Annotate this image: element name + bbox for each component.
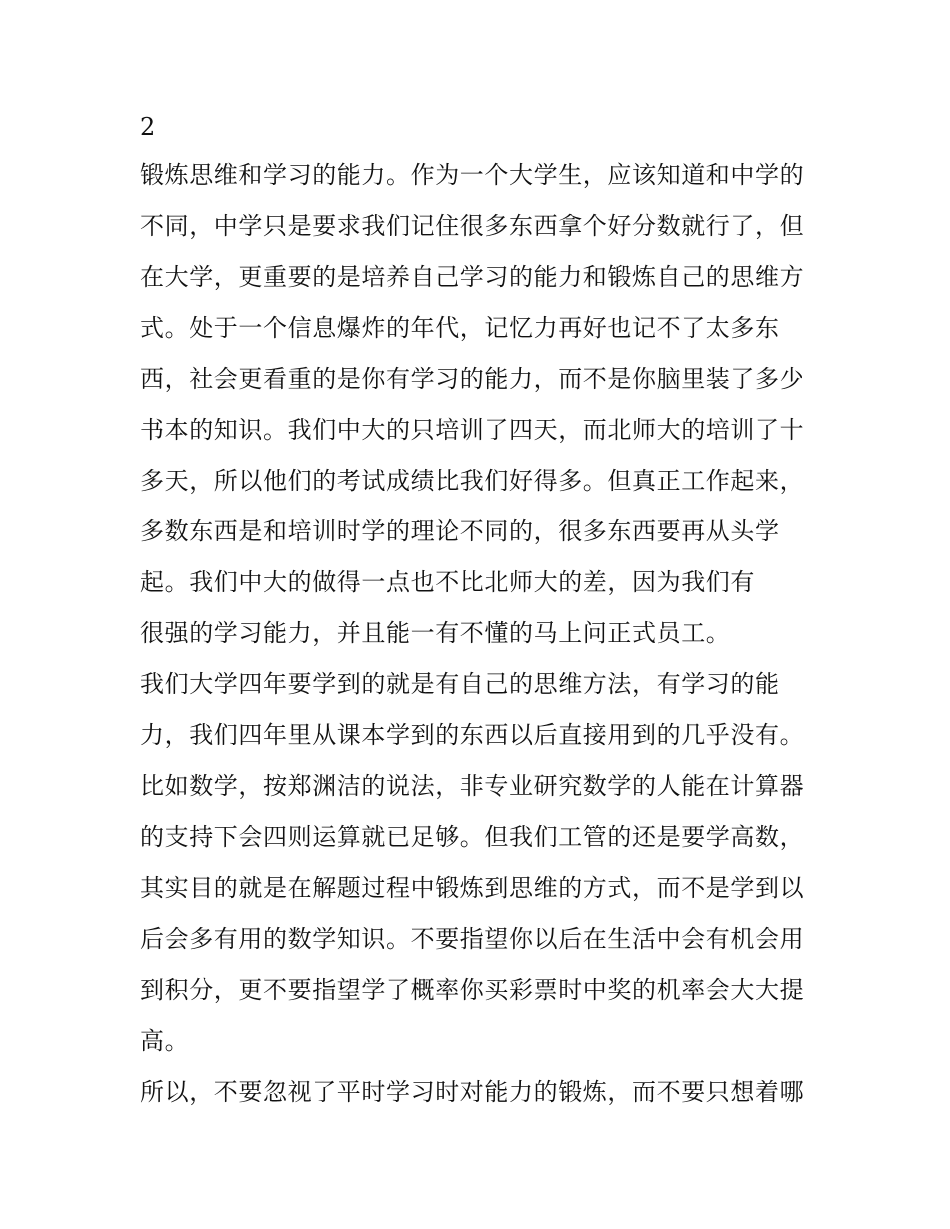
text-line: 锻炼思维和学习的能力。作为一个大学生，应该知道和中学的 xyxy=(140,161,805,189)
text-line: 起。我们中大的做得一点也不比北师大的差，因为我们有 xyxy=(140,568,755,596)
text-line: 所以，不要忽视了平时学习时对能力的锻炼，而不要只想着哪 xyxy=(140,1078,805,1106)
text-line: 高。 xyxy=(140,1027,190,1055)
text-line: 多数东西是和培训时学的理论不同的，很多东西要再从头学 xyxy=(140,517,780,545)
text-line: 不同，中学只是要求我们记住很多东西拿个好分数就行了，但 xyxy=(140,212,805,240)
text-line: 比如数学，按郑渊洁的说法，非专业研究数学的人能在计算器 xyxy=(140,772,805,800)
text-line: 书本的知识。我们中大的只培训了四天，而北师大的培训了十 xyxy=(140,416,805,444)
text-line: 其实目的就是在解题过程中锻炼到思维的方式，而不是学到以 xyxy=(140,874,805,902)
text-line: 我们大学四年要学到的就是有自己的思维方法，有学习的能 xyxy=(140,670,780,698)
text-line: 很强的学习能力，并且能一有不懂的马上问正式员工。 xyxy=(140,619,731,647)
text-line: 到积分，更不要指望学了概率你买彩票时中奖的机率会大大提 xyxy=(140,976,805,1004)
text-line: 式。处于一个信息爆炸的年代，记忆力再好也记不了太多东 xyxy=(140,314,780,342)
text-line: 后会多有用的数学知识。不要指望你以后在生活中会有机会用 xyxy=(140,925,805,953)
text-line: 力，我们四年里从课本学到的东西以后直接用到的几乎没有。 xyxy=(140,721,805,749)
text-line: 的支持下会四则运算就已足够。但我们工管的还是要学高数， xyxy=(140,823,805,851)
page-number: 2 xyxy=(140,113,156,141)
text-line: 西，社会更看重的是你有学习的能力，而不是你脑里装了多少 xyxy=(140,365,805,393)
text-line: 多天，所以他们的考试成绩比我们好得多。但真正工作起来， xyxy=(140,467,805,495)
text-line: 在大学，更重要的是培养自己学习的能力和锻炼自己的思维方 xyxy=(140,263,805,291)
